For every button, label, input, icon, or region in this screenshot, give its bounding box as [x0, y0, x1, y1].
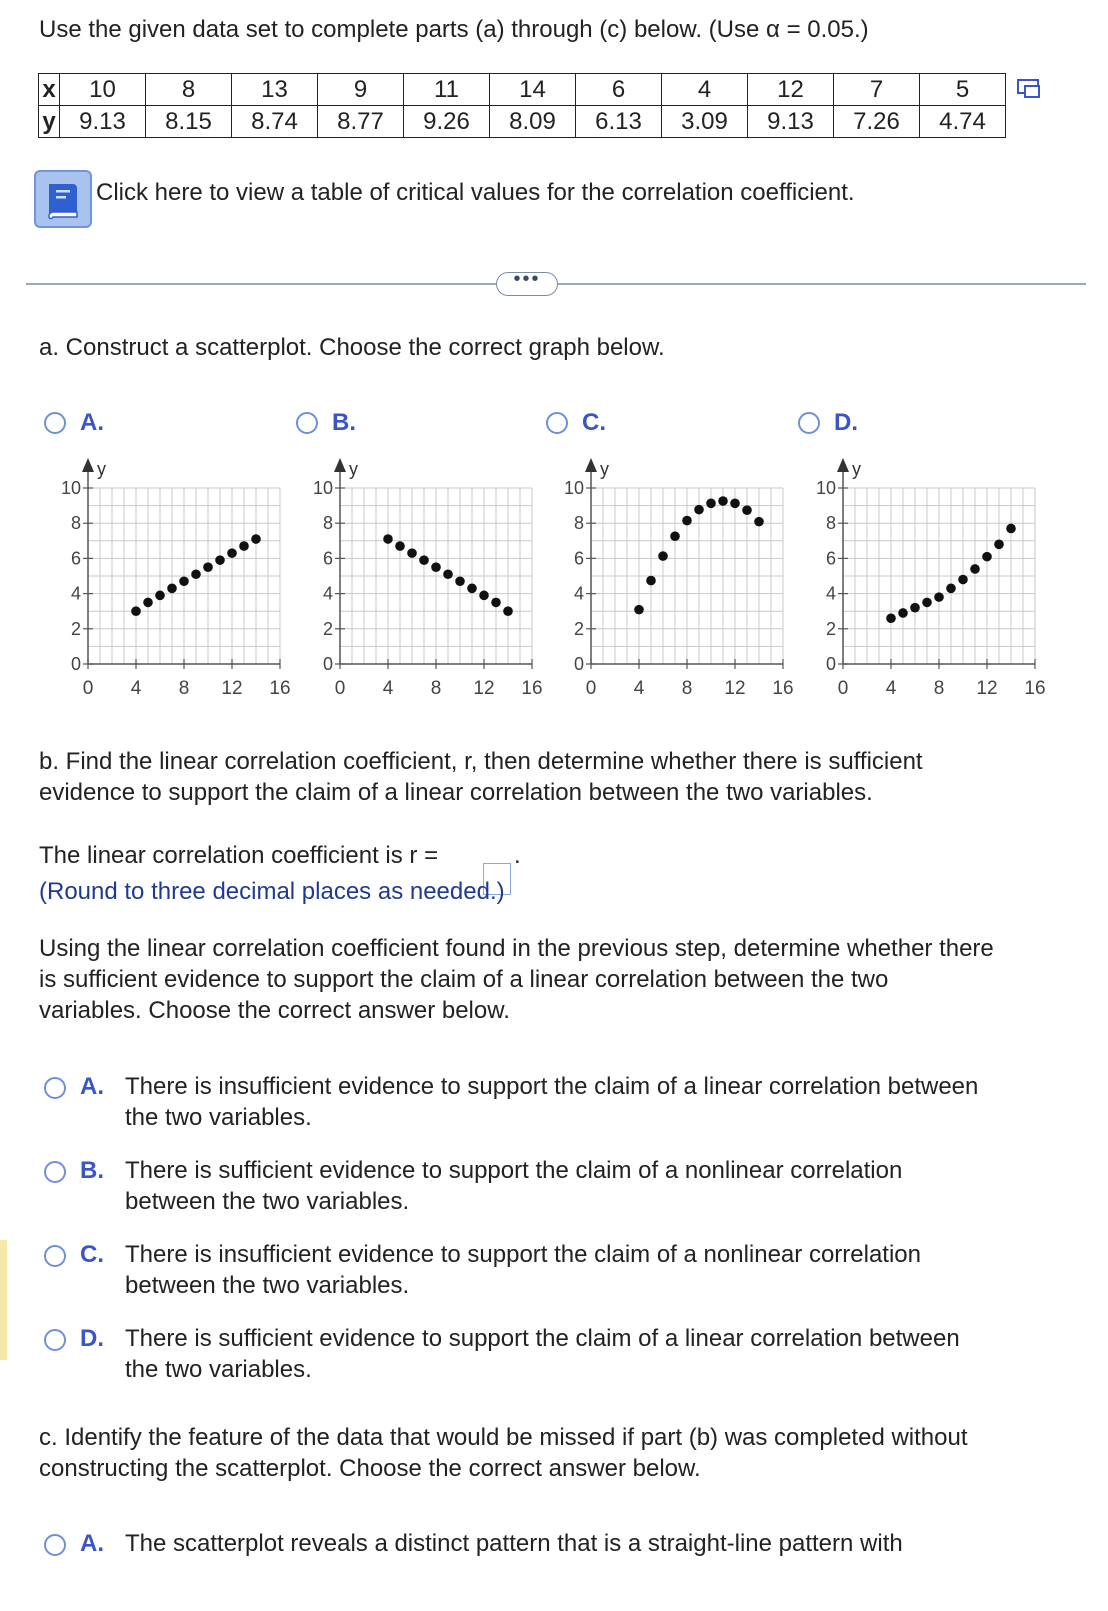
data-point [455, 576, 465, 586]
choice-c-a-text-1[interactable]: The scatterplot reveals a distinct pattern that is a straight-line pattern with [125, 1530, 903, 1557]
choice-b-c-text-2[interactable]: between the two variables. [125, 1272, 410, 1299]
data-point [754, 517, 764, 527]
data-point [191, 569, 201, 579]
y-cell: 4.74 [920, 106, 1006, 138]
y-axis-arrow [82, 458, 94, 472]
data-point [742, 505, 752, 515]
y-tick-label: 0 [825, 654, 836, 674]
y-row [39, 106, 1006, 138]
choice-b-b-text-2[interactable]: between the two variables. [125, 1188, 410, 1215]
choice-b-a-text-1[interactable]: There is insufficient evidence to support the claim of a linear correlation between [125, 1073, 979, 1100]
data-point [934, 592, 944, 602]
y-tick-label: 6 [70, 548, 81, 569]
x-tick-label: 12 [473, 678, 495, 699]
data-point [143, 598, 153, 608]
x-cell: 12 [748, 74, 834, 106]
y-cell: 7.26 [834, 106, 920, 138]
x-tick-label: 12 [221, 678, 243, 699]
data-point [634, 605, 644, 615]
scatterplot-d [795, 448, 1047, 708]
x-tick-label: 0 [837, 678, 849, 699]
y-tick-label: 0 [573, 654, 584, 674]
y-tick-label: 6 [825, 548, 836, 569]
data-point [467, 584, 477, 594]
choice-b-a-radio[interactable] [44, 1077, 66, 1099]
choice-b-a-text-2[interactable]: the two variables. [125, 1104, 312, 1131]
x-cell: 4 [662, 74, 748, 106]
expand-ellipsis-button[interactable]: ••• [496, 272, 558, 296]
data-point [203, 562, 213, 572]
part-c-prompt-2: constructing the scatterplot. Choose the correct answer below. [39, 1455, 701, 1482]
graph-option-c-label[interactable]: C. [582, 409, 606, 436]
x-tick-label: 16 [1024, 678, 1046, 699]
x-cell: 7 [834, 74, 920, 106]
x-tick-label: 16 [521, 678, 543, 699]
y-axis-label: y [600, 459, 609, 479]
y-cell: 3.09 [662, 106, 748, 138]
data-point [946, 584, 956, 594]
choice-b-c-radio[interactable] [44, 1245, 66, 1267]
choice-b-d-text-1[interactable]: There is sufficient evidence to support the claim of a linear correlation between [125, 1325, 960, 1352]
x-tick-label: 16 [772, 678, 794, 699]
data-point [1006, 524, 1016, 534]
y-tick-label: 8 [825, 513, 836, 534]
choice-b-c-text-1[interactable]: There is insufficient evidence to support the claim of a nonlinear correlation [125, 1241, 921, 1268]
y-cell: 9.26 [404, 106, 490, 138]
choice-b-b-radio[interactable] [44, 1161, 66, 1183]
choice-b-d-radio[interactable] [44, 1329, 66, 1351]
x-tick-label: 12 [976, 678, 998, 699]
y-cell: 8.15 [146, 106, 232, 138]
data-point [670, 531, 680, 541]
y-tick-label: 2 [70, 618, 81, 639]
round-note: (Round to three decimal places as needed.) [39, 878, 505, 905]
left-highlight-bar [0, 1240, 7, 1360]
choice-b-c-letter[interactable]: C. [80, 1241, 104, 1268]
data-point [131, 606, 141, 616]
data-point [706, 499, 716, 509]
graph-option-d-radio[interactable] [798, 412, 820, 434]
choice-b-a-letter[interactable]: A. [80, 1073, 104, 1100]
x-tick-label: 8 [178, 678, 190, 699]
x-tick-label: 8 [933, 678, 945, 699]
r-period: . [514, 842, 521, 869]
data-point [239, 541, 249, 551]
choice-b-b-text-1[interactable]: There is sufficient evidence to support the claim of a nonlinear correlation [125, 1157, 903, 1184]
y-cell: 6.13 [576, 106, 662, 138]
y-axis-label: y [97, 459, 106, 479]
graph-option-b-radio[interactable] [296, 412, 318, 434]
part-b-prompt-1: b. Find the linear correlation coefficient, r, then determine whether there is sufficient [39, 748, 923, 775]
data-point [167, 584, 177, 594]
part-b-question-3: variables. Choose the correct answer below. [39, 997, 510, 1024]
y-axis-label: y [349, 459, 358, 479]
graph-option-d-label[interactable]: D. [834, 409, 858, 436]
y-axis-label: y [852, 459, 861, 479]
x-tick-label: 8 [681, 678, 693, 699]
book-icon[interactable] [34, 170, 92, 228]
y-tick-label: 6 [573, 548, 584, 569]
data-point [886, 613, 896, 623]
data-point [155, 591, 165, 601]
y-tick-label: 4 [70, 583, 81, 604]
x-tick-label: 0 [82, 678, 94, 699]
y-tick-label: 10 [815, 478, 836, 498]
x-row [39, 74, 1006, 106]
y-tick-label: 8 [573, 513, 584, 534]
x-tick-label: 12 [724, 678, 746, 699]
data-point [179, 576, 189, 586]
data-point [491, 598, 501, 608]
y-cell: 8.09 [490, 106, 576, 138]
x-cell: 5 [920, 74, 1006, 106]
data-point [658, 551, 668, 561]
y-axis-arrow [837, 458, 849, 472]
y-cell: 8.74 [232, 106, 318, 138]
x-cell: 10 [60, 74, 146, 106]
data-point [251, 534, 261, 544]
copy-icon[interactable] [1016, 78, 1042, 100]
y-tick-label: 2 [573, 618, 584, 639]
graph-option-a-radio[interactable] [44, 412, 66, 434]
data-point [718, 496, 728, 506]
y-tick-label: 2 [825, 618, 836, 639]
data-point [407, 548, 417, 558]
data-point [682, 516, 692, 526]
data-point [646, 576, 656, 586]
x-cell: 9 [318, 74, 404, 106]
data-point [910, 603, 920, 613]
scatterplot-c [543, 448, 795, 708]
choice-b-d-text-2[interactable]: the two variables. [125, 1356, 312, 1383]
part-b-prompt-2: evidence to support the claim of a linear correlation between the two variables. [39, 779, 873, 806]
scatterplot-a [40, 448, 292, 708]
scatterplot-b [292, 448, 544, 708]
x-cell: 11 [404, 74, 490, 106]
x-tick-label: 0 [585, 678, 597, 699]
graph-option-c-radio[interactable] [546, 412, 568, 434]
y-header: y [39, 106, 60, 138]
x-cell: 14 [490, 74, 576, 106]
y-tick-label: 10 [563, 478, 584, 498]
y-tick-label: 6 [322, 548, 333, 569]
y-tick-label: 2 [322, 618, 333, 639]
x-tick-label: 4 [633, 678, 645, 699]
graph-option-a-label[interactable]: A. [80, 409, 104, 436]
data-point [922, 598, 932, 608]
data-point [503, 606, 513, 616]
part-a-prompt: a. Construct a scatterplot. Choose the correct graph below. [39, 334, 665, 361]
r-label: The linear correlation coefficient is r = [39, 842, 439, 869]
y-tick-label: 0 [70, 654, 81, 674]
choice-b-d-letter[interactable]: D. [80, 1325, 104, 1352]
data-point [994, 540, 1004, 550]
data-point [443, 569, 453, 579]
y-cell: 9.13 [748, 106, 834, 138]
data-point [215, 555, 225, 565]
y-tick-label: 10 [60, 478, 81, 498]
intro-text: Use the given data set to complete parts (a) through (c) below. (Use α = 0.05.) [39, 16, 869, 43]
y-axis-arrow [334, 458, 346, 472]
x-cell: 8 [146, 74, 232, 106]
data-point [898, 608, 908, 618]
x-tick-label: 4 [382, 678, 394, 699]
y-tick-label: 8 [70, 513, 81, 534]
x-tick-label: 4 [885, 678, 897, 699]
data-point [227, 548, 237, 558]
x-tick-label: 8 [430, 678, 442, 699]
choice-c-a-letter[interactable]: A. [80, 1530, 104, 1557]
part-c-prompt-1: c. Identify the feature of the data that would be missed if part (b) was completed without [39, 1424, 968, 1451]
data-point [419, 555, 429, 565]
y-cell: 8.77 [318, 106, 404, 138]
graph-option-b-label[interactable]: B. [332, 409, 356, 436]
choice-c-a-radio[interactable] [44, 1534, 66, 1556]
data-point [383, 534, 393, 544]
y-tick-label: 4 [573, 583, 584, 604]
x-tick-label: 0 [334, 678, 346, 699]
x-tick-label: 16 [269, 678, 291, 699]
y-cell: 9.13 [60, 106, 146, 138]
data-point [970, 564, 980, 574]
critical-values-link[interactable]: Click here to view a table of critical values for the correlation coefficient. [96, 179, 855, 206]
x-cell: 13 [232, 74, 318, 106]
y-axis-arrow [585, 458, 597, 472]
data-point [982, 552, 992, 562]
y-tick-label: 10 [312, 478, 333, 498]
choice-b-b-letter[interactable]: B. [80, 1157, 104, 1184]
x-cell: 6 [576, 74, 662, 106]
y-tick-label: 4 [825, 583, 836, 604]
y-tick-label: 8 [322, 513, 333, 534]
y-tick-label: 0 [322, 654, 333, 674]
data-point [958, 575, 968, 585]
part-b-question-1: Using the linear correlation coefficient found in the previous step, determine whether there [39, 935, 994, 962]
x-header: x [39, 74, 60, 106]
data-point [395, 541, 405, 551]
data-point [479, 591, 489, 601]
x-tick-label: 4 [130, 678, 142, 699]
data-point [431, 562, 441, 572]
data-table [38, 73, 1006, 138]
part-b-question-2: is sufficient evidence to support the claim of a linear correlation between the two [39, 966, 889, 993]
y-tick-label: 4 [322, 583, 333, 604]
data-point [730, 499, 740, 509]
data-point [694, 505, 704, 515]
